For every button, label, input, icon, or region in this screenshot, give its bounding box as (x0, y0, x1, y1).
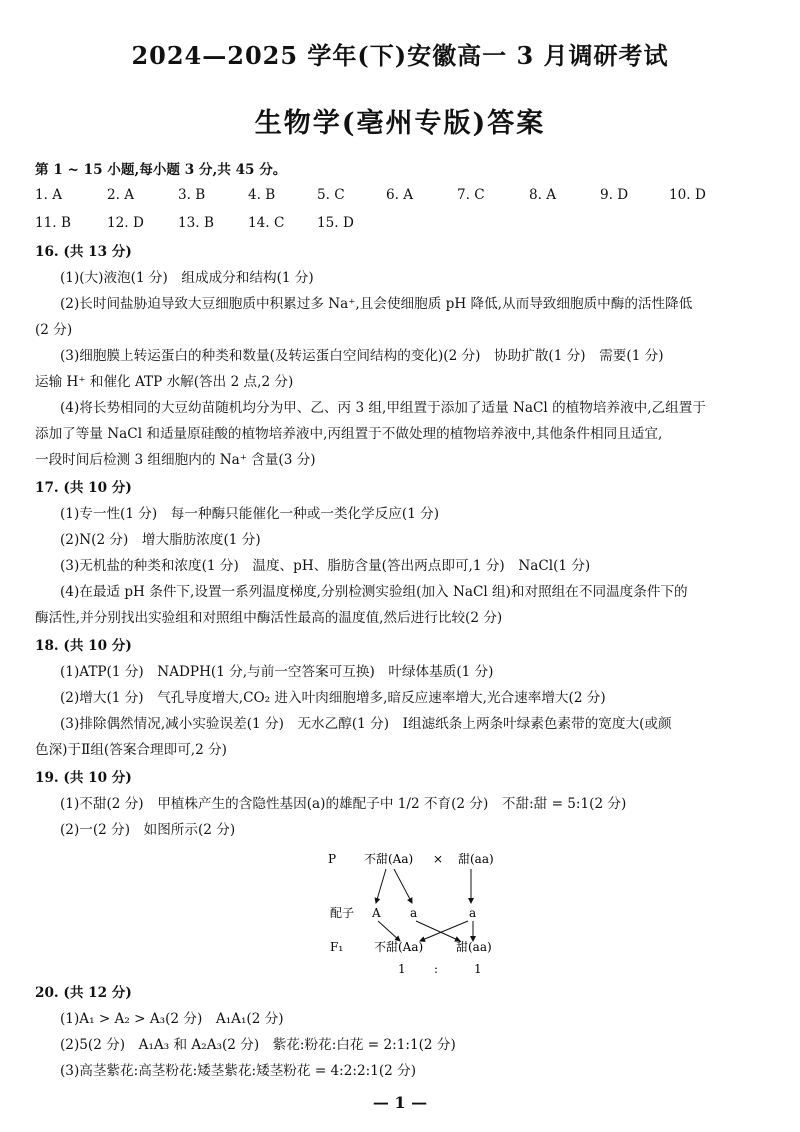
q16-part4-cont: 添加了等量 NaCl 和适量原硅酸的植物培养液中,丙组置于不做处理的植物培养液中,其他条件相同且适宜, (35, 426, 663, 442)
q17-part1: (1)专一性(1 分) 每一种酶只能催化一种或一类化学反应(1 分) (60, 506, 440, 522)
diagram-child-2: 甜(aa) (456, 940, 492, 954)
diagram-ratio-left: 1 (398, 962, 406, 975)
q18-part3-cont: 色深)于Ⅱ组(答案合理即可,2 分) (35, 742, 227, 758)
q16-part1: (1)(大)液泡(1 分) 组成成分和结构(1 分) (60, 270, 314, 286)
diagram-parent-1: 不甜(Aa) (364, 852, 414, 866)
mc-intro: 第 1 ~ 15 小题,每小题 3 分,共 45 分。 (35, 162, 287, 178)
q17-part4: (4)在最适 pH 条件下,设置一系列温度梯度,分别检测实验组(加入 NaCl 组)和对照组在不同温度条件下的 (60, 584, 688, 600)
mc-answer: 7. C (457, 187, 485, 203)
q17-part4-cont: 酶活性,并分别找出实验组和对照组中酶活性最高的温度值,然后进行比较(2 分) (35, 610, 503, 626)
diagram-cross-symbol: × (433, 852, 444, 866)
arrow-p1-to-a (394, 869, 412, 903)
q20-part2: (2)5(2 分) A₁A₃ 和 A₂A₃(2 分) 紫花:粉花:白花 = 2:1:1(2 分) (60, 1037, 456, 1053)
q17-heading: 17. (共 10 分) (35, 480, 132, 496)
diagram-parent-2: 甜(aa) (458, 852, 494, 866)
q20-part1: (1)A₁ > A₂ > A₃(2 分) A₁A₁(2 分) (60, 1011, 284, 1027)
q18-part1: (1)ATP(1 分) NADPH(1 分,与前一空答案可互换) 叶绿体基质(1 分) (60, 664, 494, 680)
diagram-gamete-a-1: a (410, 906, 418, 920)
mc-answer: 11. B (35, 215, 71, 231)
q19-heading: 19. (共 10 分) (35, 770, 132, 786)
diagram-ratio-right: 1 (474, 962, 482, 975)
answer-title: 生物学(亳州专版)答案 (254, 108, 546, 139)
mc-answer: 13. B (178, 215, 214, 231)
q16-part2: (2)长时间盐胁迫导致大豆细胞质中积累过多 Na⁺,且会使细胞质 pH 降低,从而导致细胞质中酶的活性降低 (60, 296, 693, 312)
q20-part3: (3)高茎紫花:高茎粉花:矮茎紫花:矮茎粉花 = 4:2:2:1(2 分) (60, 1063, 417, 1079)
q16-part3-cont: 运输 H⁺ 和催化 ATP 水解(答出 2 点,2 分) (35, 374, 294, 390)
mc-answer: 9. D (600, 187, 629, 203)
diagram-p-label: P (328, 852, 337, 866)
arrow-a2-to-child1 (420, 921, 468, 941)
q17-part3: (3)无机盐的种类和浓度(1 分) 温度、pH、脂肪含量(答出两点即可,1 分) NaCl(1 分) (60, 558, 591, 574)
q16-part4: (4)将长势相同的大豆幼苗随机均分为甲、乙、丙 3 组,甲组置于添加了适量 NaCl 的植物培养液中,乙组置于 (60, 400, 706, 416)
diagram-child-1: 不甜(Aa) (374, 940, 424, 954)
mc-answer: 3. B (178, 187, 206, 203)
q17-part2: (2)N(2 分) 增大脂肪浓度(1 分) (60, 532, 261, 548)
mc-answer: 5. C (317, 187, 345, 203)
q20-heading: 20. (共 12 分) (35, 985, 132, 1001)
mc-answer: 10. D (669, 187, 706, 203)
exam-title: 2024—2025 学年(下)安徽高一 3 月调研考试 (131, 41, 669, 70)
mc-answer: 4. B (248, 187, 276, 203)
mc-answer: 15. D (317, 215, 354, 231)
arrow-a-to-child2 (416, 921, 460, 941)
arrow-p1-to-A (376, 869, 386, 903)
q19-part2: (2)一(2 分) 如图所示(2 分) (60, 822, 236, 838)
mc-answer: 8. A (529, 187, 557, 203)
diagram-gamete-A: A (372, 906, 381, 920)
q18-part2: (2)增大(1 分) 气孔导度增大,CO₂ 进入叶肉细胞增多,暗反应速率增大,光合速率增大(2 分) (60, 690, 606, 706)
mc-answer: 6. A (386, 187, 414, 203)
q16-part3: (3)细胞膜上转运蛋白的种类和数量(及转运蛋白空间结构的变化)(2 分) 协助扩散(1 分) 需要(1 分) (60, 348, 664, 364)
diagram-gamete-label: 配子 (330, 906, 355, 920)
diagram-gamete-a-2: a (469, 906, 477, 920)
diagram-f1-label: F₁ (330, 940, 344, 954)
mc-answer: 2. A (107, 187, 135, 203)
q18-part3: (3)排除偶然情况,减小实验误差(1 分) 无水乙醇(1 分) Ⅰ组滤纸条上两条叶绿素色素带的宽度大(或颜 (60, 716, 672, 732)
q16-heading: 16. (共 13 分) (35, 244, 132, 260)
page-number: — 1 — (372, 1093, 428, 1112)
q18-heading: 18. (共 10 分) (35, 638, 132, 654)
mc-answer: 1. A (35, 187, 63, 203)
mc-answer: 12. D (107, 215, 144, 231)
q19-part1: (1)不甜(2 分) 甲植株产生的含隐性基因(a)的雄配子中 1/2 不育(2 分) 不甜:甜 = 5:1(2 分) (60, 796, 627, 812)
genetic-cross-diagram (320, 845, 520, 975)
mc-answer: 14. C (248, 215, 285, 231)
q16-part2-cont: (2 分) (35, 322, 73, 338)
q16-part4-cont2: 一段时间后检测 3 组细胞内的 Na⁺ 含量(3 分) (35, 452, 316, 468)
diagram-ratio-colon: : (434, 962, 439, 975)
arrow-A-to-child1 (378, 921, 400, 941)
